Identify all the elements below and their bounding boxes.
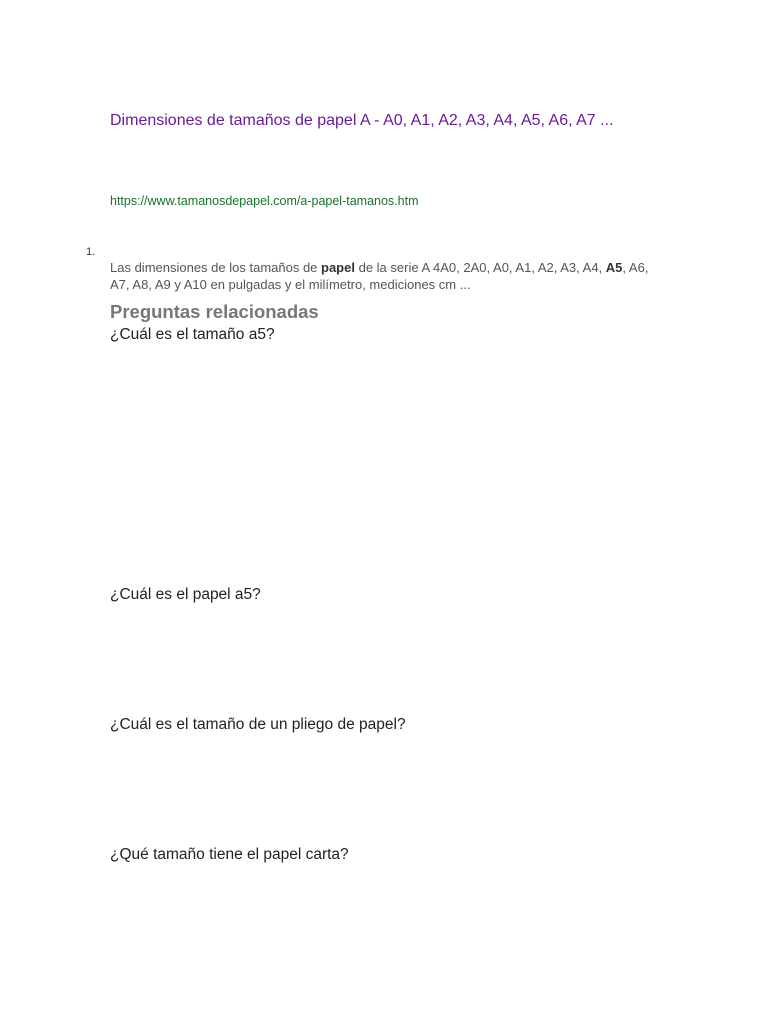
list-number: 1.: [86, 246, 96, 258]
result-title-link[interactable]: Dimensiones de tamaños de papel A - A0, A1, A2, A3, A4, A5, A6, A7 ...: [110, 112, 614, 129]
related-question-item[interactable]: ¿Cuál es el tamaño de un pliego de papel?: [110, 716, 406, 733]
snippet-text-3: , A6, A7, A8, A9 y A10 en pulgadas y el milímetro, mediciones cm ...: [110, 260, 649, 292]
snippet-text-1: Las dimensiones de los tamaños de: [110, 260, 322, 275]
related-question-item[interactable]: ¿Qué tamaño tiene el papel carta?: [110, 846, 349, 863]
related-question-item[interactable]: ¿Cuál es el papel a5?: [110, 586, 261, 603]
snippet-highlight-a5: A5: [605, 260, 623, 275]
snippet-text-2: de la serie A 4A0, 2A0, A0, A1, A2, A3, A4,: [354, 260, 606, 275]
related-questions-heading: Preguntas relacionadas: [110, 301, 319, 322]
result-url-link[interactable]: https://www.tamanosdepapel.com/a-papel-tamanos.htm: [110, 194, 419, 208]
result-snippet: [110, 260, 650, 293]
related-question-item[interactable]: ¿Cuál es el tamaño a5?: [110, 326, 275, 343]
snippet-highlight-papel: papel: [321, 260, 355, 275]
